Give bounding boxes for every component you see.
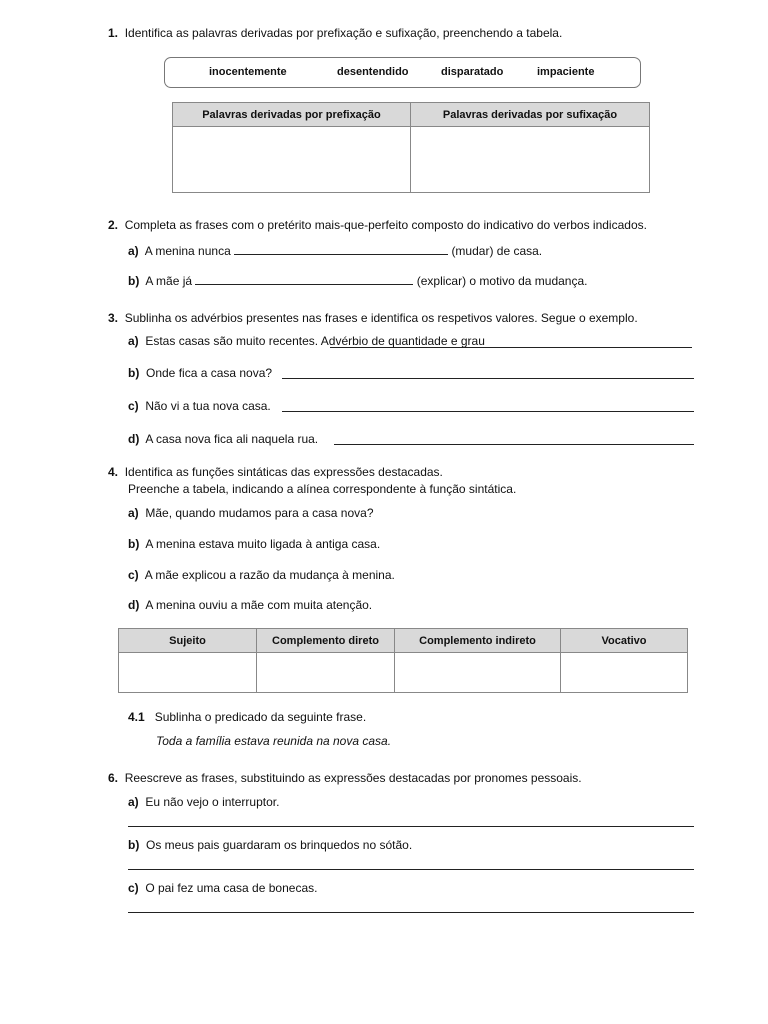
q2-heading bbox=[108, 218, 647, 232]
q6-a-label: a) bbox=[128, 795, 139, 809]
q4-table bbox=[118, 628, 688, 693]
q6-item-c bbox=[128, 881, 317, 895]
q4-1-sentence: Toda a família estava reunida na nova casa. bbox=[156, 734, 392, 748]
q4-header-vocativo: Vocativo bbox=[561, 629, 688, 653]
q1-table bbox=[172, 102, 650, 193]
q2-b-after: (explicar) o motivo da mudança. bbox=[416, 274, 588, 288]
q1-header-suffix: Palavras derivadas por sufixação bbox=[411, 103, 650, 127]
q3-number: 3. bbox=[108, 311, 119, 325]
q4-a-text: Mãe, quando mudamos para a casa nova? bbox=[145, 506, 374, 520]
q3-item-b bbox=[128, 366, 272, 380]
word-4: impaciente bbox=[537, 66, 595, 78]
q3-a-label: a) bbox=[128, 334, 139, 348]
q4-c-label: c) bbox=[128, 568, 139, 582]
q3-c-text: Não vi a tua nova casa. bbox=[145, 399, 271, 413]
q4-a-label: a) bbox=[128, 506, 139, 520]
q6-number: 6. bbox=[108, 771, 119, 785]
q4-b-label: b) bbox=[128, 537, 140, 551]
q2-item-a bbox=[128, 242, 542, 258]
q2-number: 2. bbox=[108, 218, 119, 232]
q2-a-before: A menina nunca bbox=[144, 244, 231, 258]
q6-c-answer-line[interactable] bbox=[128, 912, 694, 913]
q4-header-sujeito: Sujeito bbox=[119, 629, 257, 653]
q4-text-line2: Preenche a tabela, indicando a alínea correspondente à função sintática. bbox=[128, 482, 517, 496]
q2-b-blank[interactable] bbox=[195, 272, 413, 285]
q1-cell-prefix[interactable] bbox=[173, 127, 411, 193]
q2-a-blank[interactable] bbox=[234, 242, 448, 255]
q3-c-label: c) bbox=[128, 399, 139, 413]
q3-d-label: d) bbox=[128, 432, 140, 446]
q4-header-ci: Complemento indireto bbox=[395, 629, 561, 653]
q6-a-answer-line[interactable] bbox=[128, 826, 694, 827]
q6-a-text: Eu não vejo o interruptor. bbox=[145, 795, 280, 809]
q3-b-text: Onde fica a casa nova? bbox=[146, 366, 273, 380]
q6-text: Reescreve as frases, substituindo as expressões destacadas por pronomes pessoais. bbox=[124, 771, 582, 785]
q4-item-a bbox=[128, 506, 374, 520]
q6-c-label: c) bbox=[128, 881, 139, 895]
q3-b-answer-line[interactable] bbox=[282, 378, 694, 379]
q4-heading bbox=[108, 465, 443, 479]
q4-number: 4. bbox=[108, 465, 119, 479]
q4-item-b bbox=[128, 537, 380, 551]
q3-heading bbox=[108, 311, 638, 325]
q6-b-text: Os meus pais guardaram os brinquedos no sótão. bbox=[146, 838, 413, 852]
q6-b-answer-line[interactable] bbox=[128, 869, 694, 870]
q3-b-label: b) bbox=[128, 366, 140, 380]
q1-header-prefix: Palavras derivadas por prefixação bbox=[173, 103, 411, 127]
q4-item-d bbox=[128, 598, 372, 612]
q3-c-answer-line[interactable] bbox=[282, 411, 694, 412]
q3-item-a bbox=[128, 334, 485, 348]
word-box bbox=[164, 57, 641, 88]
q2-b-before: A mãe já bbox=[145, 274, 193, 288]
q2-a-after: (mudar) de casa. bbox=[451, 244, 543, 258]
q2-a-label: a) bbox=[128, 244, 139, 258]
q2-text: Completa as frases com o pretérito mais-que-perfeito composto do indicativo do verbos indicados. bbox=[124, 218, 647, 232]
q3-item-d bbox=[128, 432, 318, 446]
word-2: desentendido bbox=[337, 66, 409, 78]
q6-item-a bbox=[128, 795, 279, 809]
q3-d-text: A casa nova fica ali naquela rua. bbox=[145, 432, 319, 446]
word-1: inocentemente bbox=[209, 66, 287, 78]
q3-d-answer-line[interactable] bbox=[334, 444, 694, 445]
q4-cell-sujeito[interactable] bbox=[119, 653, 257, 693]
q1-cell-suffix[interactable] bbox=[411, 127, 650, 193]
q6-item-b bbox=[128, 838, 412, 852]
q4-1-text: Sublinha o predicado da seguinte frase. bbox=[154, 710, 367, 724]
q3-text: Sublinha os advérbios presentes nas frases e identifica os respetivos valores. Segue o exemplo. bbox=[124, 311, 638, 325]
q4-b-text: A menina estava muito ligada à antiga casa. bbox=[145, 537, 381, 551]
q4-d-text: A menina ouviu a mãe com muita atenção. bbox=[145, 598, 373, 612]
q3-item-c bbox=[128, 399, 271, 413]
q4-c-text: A mãe explicou a razão da mudança à menina. bbox=[144, 568, 395, 582]
q4-text-line1: Identifica as funções sintáticas das expressões destacadas. bbox=[124, 465, 443, 479]
q4-item-c bbox=[128, 568, 395, 582]
q4-cell-vocativo[interactable] bbox=[561, 653, 688, 693]
q1-text: Identifica as palavras derivadas por prefixação e sufixação, preenchendo a tabela. bbox=[124, 26, 563, 40]
q1-number: 1. bbox=[108, 26, 119, 40]
q4-1-heading bbox=[128, 710, 366, 724]
q6-c-text: O pai fez uma casa de bonecas. bbox=[145, 881, 318, 895]
q6-heading bbox=[108, 771, 582, 785]
q4-d-label: d) bbox=[128, 598, 140, 612]
word-3: disparatado bbox=[441, 66, 504, 78]
q2-b-label: b) bbox=[128, 274, 140, 288]
q3-a-answer: Advérbio de quantidade e grau bbox=[320, 334, 485, 348]
q2-item-b bbox=[128, 272, 587, 288]
q4-header-cd: Complemento direto bbox=[257, 629, 395, 653]
q3-a-text: Estas casas são muito recentes. bbox=[145, 334, 319, 348]
q4-1-number: 4.1 bbox=[128, 710, 145, 724]
q4-cell-ci[interactable] bbox=[395, 653, 561, 693]
q6-b-label: b) bbox=[128, 838, 140, 852]
q1-heading bbox=[108, 26, 562, 40]
q3-a-answer-line[interactable] bbox=[330, 347, 692, 348]
q4-cell-cd[interactable] bbox=[257, 653, 395, 693]
